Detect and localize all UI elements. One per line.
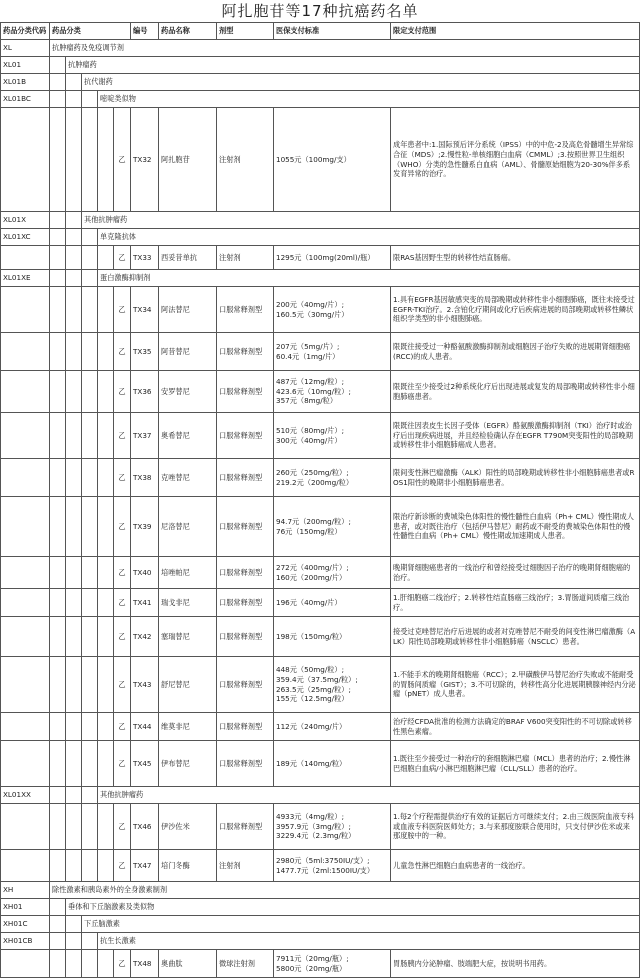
indent-cell bbox=[98, 804, 114, 850]
category-code: XH01CB bbox=[1, 933, 50, 950]
category-row bbox=[1, 40, 640, 57]
drug-row bbox=[1, 246, 640, 270]
indent-cell bbox=[50, 246, 66, 270]
price-standard: 2980元（5ml:3750IU/支）; 1477.7元（2ml:1500IU/支） bbox=[274, 850, 391, 882]
drug-name: 西妥昔单抗 bbox=[159, 246, 217, 270]
indent-cell bbox=[66, 459, 82, 497]
payment-scope: 1.每2个疗程需提供治疗有效的证据后方可继续支付；2.由三级医院血液专科或血液专科医院医师处方；3.与来那度胺联合使用时，只支付伊沙佐米或来那度胺中的一种。 bbox=[391, 804, 640, 850]
indent-cell bbox=[82, 950, 98, 978]
dosage-form: 注射剂 bbox=[217, 108, 274, 212]
indent-cell bbox=[82, 741, 98, 787]
drug-row bbox=[1, 413, 640, 459]
indent-cell bbox=[98, 459, 114, 497]
indent-cell bbox=[66, 657, 82, 713]
indent-cell bbox=[82, 557, 98, 589]
dosage-form: 口服常释剂型 bbox=[217, 804, 274, 850]
indent-cell bbox=[82, 933, 98, 950]
category-code bbox=[1, 850, 50, 882]
drug-row bbox=[1, 713, 640, 741]
price-standard: 487元（12mg/粒）; 423.6元（10mg/粒）; 357元（8mg/粒） bbox=[274, 371, 391, 413]
drug-row bbox=[1, 850, 640, 882]
drug-row bbox=[1, 950, 640, 978]
payment-scope: 限既往因表皮生长因子受体（EGFR）酪氨酸激酶抑制剂（TKI）治疗时或治疗后出现疾病进展，并且经检验确认存在EGFR T790M突变阳性的局部晚期或转移性非小细胞肺癌成人患者。 bbox=[391, 413, 640, 459]
category-row bbox=[1, 882, 640, 899]
drug-name: 伊布替尼 bbox=[159, 741, 217, 787]
drug-name: 奥曲肽 bbox=[159, 950, 217, 978]
indent-cell bbox=[66, 804, 82, 850]
drug-number: TX39 bbox=[131, 497, 159, 557]
drug-name: 安罗替尼 bbox=[159, 371, 217, 413]
category-row bbox=[1, 91, 640, 108]
category-row bbox=[1, 933, 640, 950]
price-standard: 200元（40mg/片）; 160.5元（30mg/片） bbox=[274, 287, 391, 333]
payment-scope: 1.肝细胞癌二线治疗；2.转移性结直肠癌三线治疗；3.胃肠道间质瘤三线治疗。 bbox=[391, 589, 640, 617]
category-row bbox=[1, 916, 640, 933]
dosage-form: 口服常释剂型 bbox=[217, 557, 274, 589]
category-name: 蛋白激酶抑制剂 bbox=[98, 270, 640, 287]
drug-row bbox=[1, 804, 640, 850]
dosage-form: 口服常释剂型 bbox=[217, 741, 274, 787]
indent-cell bbox=[66, 270, 82, 287]
indent-cell bbox=[50, 787, 66, 804]
reimbursement-class: 乙 bbox=[114, 108, 131, 212]
category-code: XH bbox=[1, 882, 50, 899]
indent-cell bbox=[50, 371, 66, 413]
indent-cell bbox=[82, 657, 98, 713]
indent-cell bbox=[82, 246, 98, 270]
indent-cell bbox=[50, 497, 66, 557]
indent-cell bbox=[98, 850, 114, 882]
price-standard: 448元（50mg/粒）; 359.4元（37.5mg/粒）; 263.5元（25mg/粒）; 155元（12.5mg/粒） bbox=[274, 657, 391, 713]
reimbursement-class: 乙 bbox=[114, 246, 131, 270]
indent-cell bbox=[66, 617, 82, 657]
price-standard: 94.7元（200mg/粒）; 76元（150mg/粒） bbox=[274, 497, 391, 557]
reimbursement-class: 乙 bbox=[114, 804, 131, 850]
indent-cell bbox=[66, 557, 82, 589]
indent-cell bbox=[50, 589, 66, 617]
reimbursement-class: 乙 bbox=[114, 589, 131, 617]
drug-name: 阿昔替尼 bbox=[159, 333, 217, 371]
indent-cell bbox=[66, 333, 82, 371]
header-class: 药品分类 bbox=[50, 23, 131, 40]
payment-scope: 1.具有EGFR基因敏感突变的局部晚期或转移性非小细胞肺癌，既往未接受过EGFR-TKI治疗。2.含铂化疗期间或化疗后疾病进展的局部晚期或转移性鳞状组织学类型的非小细胞肺癌。 bbox=[391, 287, 640, 333]
drug-name: 克唑替尼 bbox=[159, 459, 217, 497]
category-row bbox=[1, 57, 640, 74]
payment-scope: 治疗经CFDA批准的检测方法确定的BRAF V600突变阳性的不可切除或转移性黑色素瘤。 bbox=[391, 713, 640, 741]
indent-cell bbox=[50, 459, 66, 497]
category-name: 其他抗肿瘤药 bbox=[98, 787, 640, 804]
payment-scope: 胃肠胰内分泌肿瘤、肢端肥大症，按说明书用药。 bbox=[391, 950, 640, 978]
drug-name: 塞瑞替尼 bbox=[159, 617, 217, 657]
indent-cell bbox=[98, 413, 114, 459]
indent-cell bbox=[98, 333, 114, 371]
dosage-form: 口服常释剂型 bbox=[217, 617, 274, 657]
indent-cell bbox=[98, 741, 114, 787]
reimbursement-class: 乙 bbox=[114, 850, 131, 882]
dosage-form: 口服常释剂型 bbox=[217, 371, 274, 413]
indent-cell bbox=[66, 212, 82, 229]
drug-number: TX38 bbox=[131, 459, 159, 497]
category-row bbox=[1, 787, 640, 804]
indent-cell bbox=[82, 287, 98, 333]
indent-cell bbox=[50, 287, 66, 333]
indent-cell bbox=[66, 713, 82, 741]
payment-scope: 成年患者中:1.国际预后评分系统（IPSS）中的中危-2及高危骨髓增生异常综合征（MDS）;2.慢性粒-单核细胞白血病（CMML）;3.按照世界卫生组织（WHO）分类的急性髓系白血病（AML）、骨髓原始细胞为20-30%伴多系发育异常的治疗。 bbox=[391, 108, 640, 212]
price-standard: 1055元（100mg/支） bbox=[274, 108, 391, 212]
drug-row bbox=[1, 741, 640, 787]
price-standard: 272元（400mg/片）; 160元（200mg/片） bbox=[274, 557, 391, 589]
drug-number: TX48 bbox=[131, 950, 159, 978]
indent-cell bbox=[50, 74, 66, 91]
drug-name: 培门冬酶 bbox=[159, 850, 217, 882]
header-price: 医保支付标准 bbox=[274, 23, 391, 40]
drug-name: 瑞戈非尼 bbox=[159, 589, 217, 617]
price-standard: 198元（150mg/粒） bbox=[274, 617, 391, 657]
drug-name: 阿扎胞苷 bbox=[159, 108, 217, 212]
drug-name: 培唑帕尼 bbox=[159, 557, 217, 589]
category-code bbox=[1, 741, 50, 787]
indent-cell bbox=[66, 371, 82, 413]
category-code: XL01B bbox=[1, 74, 50, 91]
header-number: 编号 bbox=[131, 23, 159, 40]
category-code: XL01XC bbox=[1, 229, 50, 246]
price-standard: 510元（80mg/片）; 300元（40mg/片） bbox=[274, 413, 391, 459]
dosage-form: 注射剂 bbox=[217, 850, 274, 882]
drug-name: 尼洛替尼 bbox=[159, 497, 217, 557]
reimbursement-class: 乙 bbox=[114, 741, 131, 787]
drug-number: TX33 bbox=[131, 246, 159, 270]
drug-row bbox=[1, 459, 640, 497]
indent-cell bbox=[66, 933, 82, 950]
category-code bbox=[1, 287, 50, 333]
drug-number: TX35 bbox=[131, 333, 159, 371]
price-standard: 207元（5mg/片）; 60.4元（1mg/片） bbox=[274, 333, 391, 371]
category-code: XL01XE bbox=[1, 270, 50, 287]
drug-row bbox=[1, 557, 640, 589]
category-code: XL01X bbox=[1, 212, 50, 229]
indent-cell bbox=[82, 497, 98, 557]
indent-cell bbox=[82, 459, 98, 497]
reimbursement-class: 乙 bbox=[114, 497, 131, 557]
indent-cell bbox=[82, 589, 98, 617]
payment-scope: 1.不能手术的晚期肾细胞癌（RCC）；2.甲磺酸伊马替尼治疗失败或不能耐受的胃肠间质瘤（GIST）；3.不可切除的，转移性高分化进展期胰腺神经内分泌瘤（pNET）成人患者。 bbox=[391, 657, 640, 713]
drug-name: 阿法替尼 bbox=[159, 287, 217, 333]
payment-scope: 限间变性淋巴瘤激酶（ALK）阳性的局部晚期或转移性非小细胞肺癌患者或ROS1阳性的晚期非小细胞肺癌患者。 bbox=[391, 459, 640, 497]
indent-cell bbox=[50, 657, 66, 713]
indent-cell bbox=[66, 497, 82, 557]
dosage-form: 注射剂 bbox=[217, 246, 274, 270]
table-header-row bbox=[1, 23, 640, 40]
category-row bbox=[1, 270, 640, 287]
indent-cell bbox=[82, 270, 98, 287]
indent-cell bbox=[66, 850, 82, 882]
indent-cell bbox=[50, 850, 66, 882]
indent-cell bbox=[82, 850, 98, 882]
dosage-form: 口服常释剂型 bbox=[217, 497, 274, 557]
page-title: 阿扎胞苷等17种抗癌药名单 bbox=[221, 2, 419, 20]
indent-cell bbox=[82, 91, 98, 108]
indent-cell bbox=[98, 497, 114, 557]
reimbursement-class: 乙 bbox=[114, 459, 131, 497]
category-name: 垂体和下丘脑激素及类似物 bbox=[66, 899, 640, 916]
dosage-form: 口服常释剂型 bbox=[217, 657, 274, 713]
payment-scope: 限RAS基因野生型的转移性结直肠癌。 bbox=[391, 246, 640, 270]
reimbursement-class: 乙 bbox=[114, 287, 131, 333]
indent-cell bbox=[66, 589, 82, 617]
drug-row bbox=[1, 497, 640, 557]
header-scope: 限定支付范围 bbox=[391, 23, 640, 40]
category-code bbox=[1, 950, 50, 978]
category-row bbox=[1, 74, 640, 91]
price-standard: 189元（140mg/粒） bbox=[274, 741, 391, 787]
indent-cell bbox=[50, 557, 66, 589]
indent-cell bbox=[50, 950, 66, 978]
indent-cell bbox=[50, 933, 66, 950]
payment-scope: 1.既往至少接受过一种治疗的套细胞淋巴瘤（MCL）患者的治疗；2.慢性淋巴细胞白血病/小淋巴细胞淋巴瘤（CLL/SLL）患者的治疗。 bbox=[391, 741, 640, 787]
indent-cell bbox=[66, 246, 82, 270]
drug-number: TX47 bbox=[131, 850, 159, 882]
drug-row bbox=[1, 108, 640, 212]
indent-cell bbox=[50, 916, 66, 933]
indent-cell bbox=[50, 413, 66, 459]
payment-scope: 晚期肾细胞癌患者的一线治疗和曾经接受过细胞因子治疗的晚期肾细胞癌的治疗。 bbox=[391, 557, 640, 589]
indent-cell bbox=[82, 804, 98, 850]
dosage-form: 口服常释剂型 bbox=[217, 333, 274, 371]
indent-cell bbox=[66, 229, 82, 246]
price-standard: 260元（250mg/粒）; 219.2元（200mg/粒） bbox=[274, 459, 391, 497]
category-row bbox=[1, 212, 640, 229]
drug-row bbox=[1, 333, 640, 371]
header-dosage-form: 剂型 bbox=[217, 23, 274, 40]
indent-cell bbox=[50, 713, 66, 741]
price-standard: 112元（240mg/片） bbox=[274, 713, 391, 741]
drug-row bbox=[1, 371, 640, 413]
price-standard: 4933元（4mg/粒）; 3957.9元（3mg/粒）; 3229.4元（2.3mg/粒） bbox=[274, 804, 391, 850]
indent-cell bbox=[82, 371, 98, 413]
table-body bbox=[1, 40, 640, 978]
category-code: XL bbox=[1, 40, 50, 57]
category-code: XL01XX bbox=[1, 787, 50, 804]
dosage-form: 微球注射剂 bbox=[217, 950, 274, 978]
indent-cell bbox=[66, 741, 82, 787]
reimbursement-class: 乙 bbox=[114, 413, 131, 459]
indent-cell bbox=[50, 57, 66, 74]
indent-cell bbox=[66, 287, 82, 333]
category-code bbox=[1, 804, 50, 850]
reimbursement-class: 乙 bbox=[114, 557, 131, 589]
indent-cell bbox=[66, 413, 82, 459]
category-name: 下丘脑激素 bbox=[82, 916, 640, 933]
category-name: 其他抗肿瘤药 bbox=[82, 212, 640, 229]
category-name: 抗生长激素 bbox=[98, 933, 640, 950]
category-code bbox=[1, 333, 50, 371]
indent-cell bbox=[82, 787, 98, 804]
category-name: 除性激素和胰岛素外的全身激素制剂 bbox=[50, 882, 640, 899]
indent-cell bbox=[50, 333, 66, 371]
reimbursement-class: 乙 bbox=[114, 657, 131, 713]
category-code bbox=[1, 657, 50, 713]
payment-scope: 限既往接受过一种酪氨酸激酶抑制剂或细胞因子治疗失败的进展期肾细胞癌(RCC)的成人患者。 bbox=[391, 333, 640, 371]
indent-cell bbox=[98, 246, 114, 270]
drug-row bbox=[1, 287, 640, 333]
category-code bbox=[1, 589, 50, 617]
drug-number: TX32 bbox=[131, 108, 159, 212]
category-code bbox=[1, 459, 50, 497]
indent-cell bbox=[50, 91, 66, 108]
indent-cell bbox=[50, 229, 66, 246]
drug-name: 奥希替尼 bbox=[159, 413, 217, 459]
indent-cell bbox=[66, 108, 82, 212]
indent-cell bbox=[50, 108, 66, 212]
header-code: 药品分类代码 bbox=[1, 23, 50, 40]
category-row bbox=[1, 899, 640, 916]
indent-cell bbox=[66, 91, 82, 108]
indent-cell bbox=[82, 333, 98, 371]
indent-cell bbox=[98, 950, 114, 978]
price-standard: 196元（40mg/片） bbox=[274, 589, 391, 617]
category-name: 嘧啶类似物 bbox=[98, 91, 640, 108]
category-row bbox=[1, 229, 640, 246]
drug-name: 维莫非尼 bbox=[159, 713, 217, 741]
payment-scope: 限既往至少接受过2种系统化疗后出现进展或复发的局部晚期或转移性非小细胞肺癌患者。 bbox=[391, 371, 640, 413]
category-code: XL01BC bbox=[1, 91, 50, 108]
indent-cell bbox=[50, 617, 66, 657]
indent-cell bbox=[50, 270, 66, 287]
category-name: 抗代谢药 bbox=[82, 74, 640, 91]
payment-scope: 接受过克唑替尼治疗后进展的或者对克唑替尼不耐受的间变性淋巴瘤激酶（ALK）阳性局部晚期或转移性非小细胞肺癌（NSCLC）患者。 bbox=[391, 617, 640, 657]
dosage-form: 口服常释剂型 bbox=[217, 589, 274, 617]
indent-cell bbox=[50, 741, 66, 787]
drug-number: TX34 bbox=[131, 287, 159, 333]
dosage-form: 口服常释剂型 bbox=[217, 459, 274, 497]
payment-scope: 限治疗新诊断的费城染色体阳性的慢性髓性白血病（Ph+ CML）慢性期成人患者，或对既往治疗（包括伊马替尼）耐药或不耐受的费城染色体阳性的慢性髓性白血病（Ph+ CML）慢性期或加速期成人患者。 bbox=[391, 497, 640, 557]
drug-row bbox=[1, 657, 640, 713]
category-code bbox=[1, 497, 50, 557]
payment-scope: 儿童急性淋巴细胞白血病患者的一线治疗。 bbox=[391, 850, 640, 882]
indent-cell bbox=[50, 804, 66, 850]
category-code bbox=[1, 617, 50, 657]
reimbursement-class: 乙 bbox=[114, 371, 131, 413]
category-code bbox=[1, 371, 50, 413]
drug-number: TX40 bbox=[131, 557, 159, 589]
category-name: 抗肿瘤药及免疫调节剂 bbox=[50, 40, 640, 57]
indent-cell bbox=[66, 787, 82, 804]
reimbursement-class: 乙 bbox=[114, 713, 131, 741]
drug-table bbox=[0, 22, 640, 978]
indent-cell bbox=[50, 212, 66, 229]
drug-name: 舒尼替尼 bbox=[159, 657, 217, 713]
drug-number: TX36 bbox=[131, 371, 159, 413]
category-name: 单克隆抗体 bbox=[98, 229, 640, 246]
drug-number: TX37 bbox=[131, 413, 159, 459]
indent-cell bbox=[66, 950, 82, 978]
drug-name: 伊沙佐米 bbox=[159, 804, 217, 850]
drug-number: TX43 bbox=[131, 657, 159, 713]
drug-row bbox=[1, 589, 640, 617]
price-standard: 7911元（20mg/瓶）; 5800元（20mg/瓶） bbox=[274, 950, 391, 978]
indent-cell bbox=[98, 371, 114, 413]
category-code: XH01 bbox=[1, 899, 50, 916]
category-code bbox=[1, 713, 50, 741]
reimbursement-class: 乙 bbox=[114, 333, 131, 371]
reimbursement-class: 乙 bbox=[114, 950, 131, 978]
drug-number: TX46 bbox=[131, 804, 159, 850]
category-name: 抗肿瘤药 bbox=[66, 57, 640, 74]
dosage-form: 口服常释剂型 bbox=[217, 287, 274, 333]
indent-cell bbox=[50, 899, 66, 916]
indent-cell bbox=[66, 916, 82, 933]
indent-cell bbox=[98, 287, 114, 333]
category-code bbox=[1, 108, 50, 212]
dosage-form: 口服常释剂型 bbox=[217, 413, 274, 459]
drug-row bbox=[1, 617, 640, 657]
indent-cell bbox=[66, 74, 82, 91]
category-code: XH01C bbox=[1, 916, 50, 933]
indent-cell bbox=[82, 108, 98, 212]
indent-cell bbox=[82, 413, 98, 459]
indent-cell bbox=[82, 229, 98, 246]
reimbursement-class: 乙 bbox=[114, 617, 131, 657]
indent-cell bbox=[98, 108, 114, 212]
header-drug-name: 药品名称 bbox=[159, 23, 217, 40]
category-code bbox=[1, 413, 50, 459]
category-code: XL01 bbox=[1, 57, 50, 74]
indent-cell bbox=[98, 617, 114, 657]
drug-number: TX41 bbox=[131, 589, 159, 617]
indent-cell bbox=[98, 713, 114, 741]
drug-number: TX44 bbox=[131, 713, 159, 741]
drug-number: TX45 bbox=[131, 741, 159, 787]
dosage-form: 口服常释剂型 bbox=[217, 713, 274, 741]
drug-number: TX42 bbox=[131, 617, 159, 657]
indent-cell bbox=[82, 713, 98, 741]
price-standard: 1295元（100mg(20ml)/瓶） bbox=[274, 246, 391, 270]
indent-cell bbox=[98, 589, 114, 617]
indent-cell bbox=[98, 557, 114, 589]
category-code bbox=[1, 246, 50, 270]
indent-cell bbox=[82, 617, 98, 657]
category-code bbox=[1, 557, 50, 589]
indent-cell bbox=[98, 657, 114, 713]
